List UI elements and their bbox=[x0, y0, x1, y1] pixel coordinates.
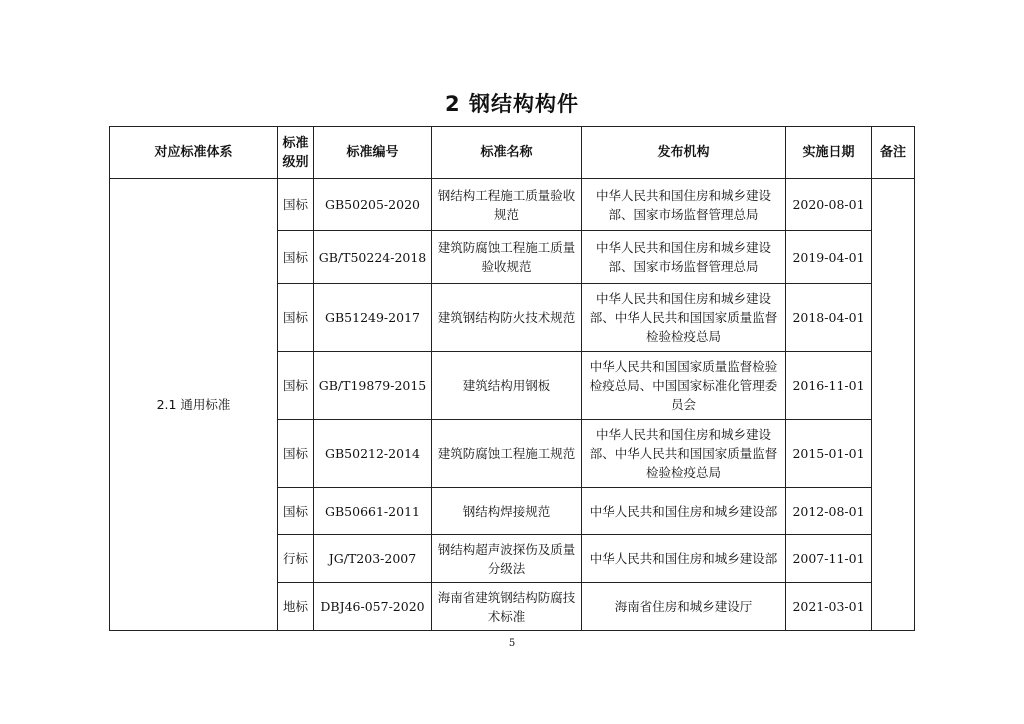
header-level: 标准级别 bbox=[278, 127, 314, 179]
header-remark: 备注 bbox=[872, 127, 915, 179]
header-date: 实施日期 bbox=[786, 127, 872, 179]
cell-code: GB/T19879-2015 bbox=[314, 352, 432, 420]
page-title: 2 钢结构构件 bbox=[445, 92, 579, 116]
cell-date: 2020-08-01 bbox=[786, 179, 872, 231]
standards-table bbox=[109, 126, 915, 631]
cell-date: 2015-01-01 bbox=[786, 420, 872, 488]
cell-name: 钢结构超声波探伤及质量分级法 bbox=[432, 535, 582, 583]
header-name: 标准名称 bbox=[432, 127, 582, 179]
cell-publisher: 海南省住房和城乡建设厅 bbox=[582, 583, 786, 631]
cell-name: 建筑钢结构防火技术规范 bbox=[432, 284, 582, 352]
cell-name: 钢结构工程施工质量验收规范 bbox=[432, 179, 582, 231]
cell-publisher: 中华人民共和国住房和城乡建设部、中华人民共和国国家质量监督检验检疫总局 bbox=[582, 420, 786, 488]
cell-level: 国标 bbox=[278, 488, 314, 535]
cell-level: 国标 bbox=[278, 179, 314, 231]
cell-name: 建筑防腐蚀工程施工质量验收规范 bbox=[432, 231, 582, 284]
cell-date: 2016-11-01 bbox=[786, 352, 872, 420]
cell-publisher: 中华人民共和国住房和城乡建设部、中华人民共和国国家质量监督检验检疫总局 bbox=[582, 284, 786, 352]
header-publisher: 发布机构 bbox=[582, 127, 786, 179]
cell-level: 国标 bbox=[278, 284, 314, 352]
cell-name: 海南省建筑钢结构防腐技术标准 bbox=[432, 583, 582, 631]
cell-level: 国标 bbox=[278, 231, 314, 284]
cell-date: 2021-03-01 bbox=[786, 583, 872, 631]
header-code: 标准编号 bbox=[314, 127, 432, 179]
cell-level: 国标 bbox=[278, 420, 314, 488]
page-number: 5 bbox=[508, 638, 516, 649]
cell-publisher: 中华人民共和国住房和城乡建设部 bbox=[582, 488, 786, 535]
cell-date: 2019-04-01 bbox=[786, 231, 872, 284]
cell-name: 建筑防腐蚀工程施工规范 bbox=[432, 420, 582, 488]
table-row bbox=[110, 179, 915, 231]
cell-code: GB/T50224-2018 bbox=[314, 231, 432, 284]
cell-name: 钢结构焊接规范 bbox=[432, 488, 582, 535]
cell-publisher: 中华人民共和国住房和城乡建设部、国家市场监督管理总局 bbox=[582, 231, 786, 284]
cell-level: 国标 bbox=[278, 352, 314, 420]
cell-code: JG/T203-2007 bbox=[314, 535, 432, 583]
cell-publisher: 中华人民共和国住房和城乡建设部 bbox=[582, 535, 786, 583]
cell-date: 2007-11-01 bbox=[786, 535, 872, 583]
header-system: 对应标准体系 bbox=[110, 127, 278, 179]
cell-publisher: 中华人民共和国住房和城乡建设部、国家市场监督管理总局 bbox=[582, 179, 786, 231]
cell-publisher: 中华人民共和国国家质量监督检验检疫总局、中国国家标准化管理委员会 bbox=[582, 352, 786, 420]
cell-code: GB51249-2017 bbox=[314, 284, 432, 352]
table-header-row bbox=[110, 127, 915, 179]
cell-date: 2012-08-01 bbox=[786, 488, 872, 535]
cell-code: GB50661-2011 bbox=[314, 488, 432, 535]
cell-code: GB50205-2020 bbox=[314, 179, 432, 231]
cell-date: 2018-04-01 bbox=[786, 284, 872, 352]
cell-code: DBJ46-057-2020 bbox=[314, 583, 432, 631]
cell-code: GB50212-2014 bbox=[314, 420, 432, 488]
cell-name: 建筑结构用钢板 bbox=[432, 352, 582, 420]
cell-remark bbox=[872, 179, 915, 631]
cell-level: 行标 bbox=[278, 535, 314, 583]
cell-level: 地标 bbox=[278, 583, 314, 631]
group-label-cell: 2.1 通用标准 bbox=[110, 179, 278, 631]
